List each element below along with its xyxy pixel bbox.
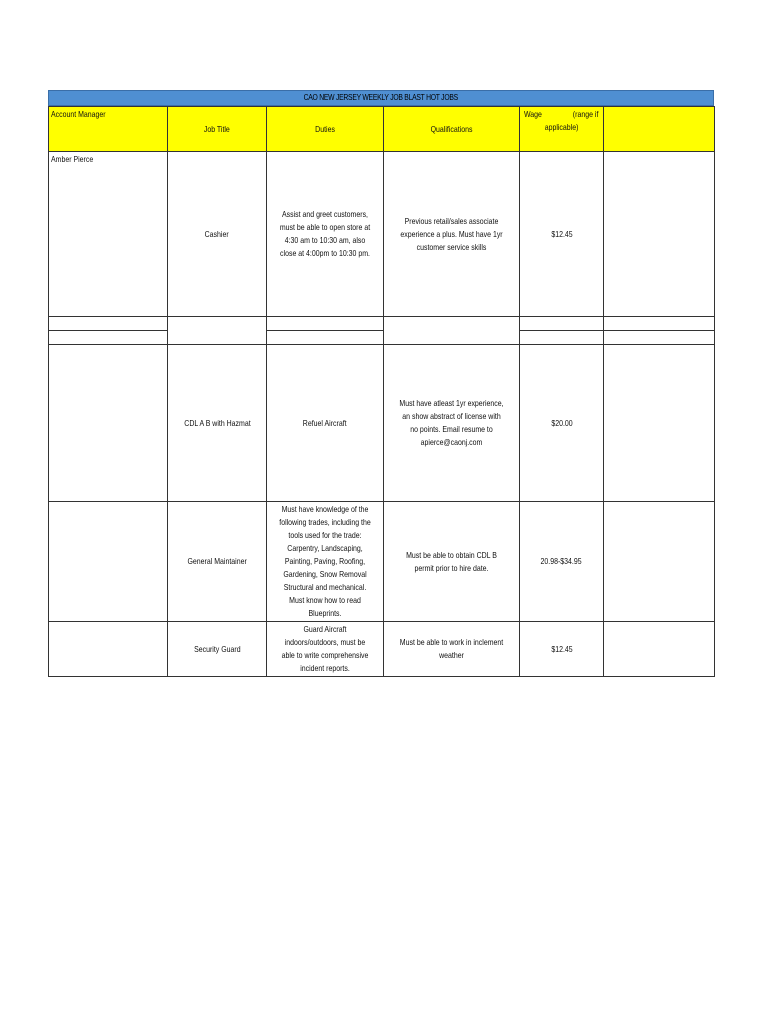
table-row	[49, 345, 715, 502]
extra-cell	[604, 502, 715, 622]
job-title-cell: CDL A B with Hazmat	[168, 345, 267, 502]
qualifications-cell: Previous retail/sales associate experience a plus. Must have 1yr customer service skills	[384, 152, 520, 317]
wage-cell: 20.98-$34.95	[520, 502, 604, 622]
wage-cell: $20.00	[520, 345, 604, 502]
spacer-row	[49, 317, 715, 331]
spacer-row	[49, 331, 715, 345]
table-row	[49, 502, 715, 622]
account-manager-cell: Amber Pierce	[49, 152, 168, 317]
job-title-cell: Cashier	[168, 152, 267, 317]
sheet-title-text: CAO NEW JERSEY WEEKLY JOB BLAST HOT JOBS	[303, 93, 459, 102]
table-row	[49, 622, 715, 677]
job-sheet	[48, 90, 714, 677]
job-title-cell: Security Guard	[168, 622, 267, 677]
jobs-table	[48, 106, 715, 677]
wage-cell: $12.45	[520, 152, 604, 317]
table-row	[49, 152, 715, 317]
header-empty	[604, 107, 715, 152]
qualifications-cell: Must be able to work in inclement weather	[384, 622, 520, 677]
extra-cell	[604, 622, 715, 677]
duties-cell: Must have knowledge of the following trades, including the tools used for the trade: Carpentry, Landscaping, Painting, Paving, Roofing, Gardening, Snow Removal Structural and mechanical. Must know how to read Blueprints.	[267, 502, 384, 622]
header-wage: Wage (range if applicable)	[520, 107, 604, 152]
duties-cell: Refuel Aircraft	[267, 345, 384, 502]
duties-cell: Assist and greet customers, must be able to open store at 4:30 am to 10:30 am, also close at 4:00pm to 10:30 pm.	[267, 152, 384, 317]
job-title-cell: General Maintainer	[168, 502, 267, 622]
header-row	[49, 107, 715, 152]
header-account-manager: Account Manager	[49, 107, 168, 152]
account-manager-cell	[49, 502, 168, 622]
wage-cell: $12.45	[520, 622, 604, 677]
account-manager-cell	[49, 622, 168, 677]
header-duties: Duties	[267, 107, 384, 152]
sheet-title	[48, 90, 714, 106]
extra-cell	[604, 345, 715, 502]
account-manager-cell	[49, 345, 168, 502]
header-qualifications: Qualifications	[384, 107, 520, 152]
qualifications-cell: Must be able to obtain CDL B permit prior to hire date.	[384, 502, 520, 622]
duties-cell: Guard Aircraft indoors/outdoors, must be able to write comprehensive incident reports.	[267, 622, 384, 677]
qualifications-cell: Must have atleast 1yr experience, an show abstract of license with no points. Email resume to apierce@caonj.com	[384, 345, 520, 502]
extra-cell	[604, 152, 715, 317]
header-job-title: Job Title	[168, 107, 267, 152]
